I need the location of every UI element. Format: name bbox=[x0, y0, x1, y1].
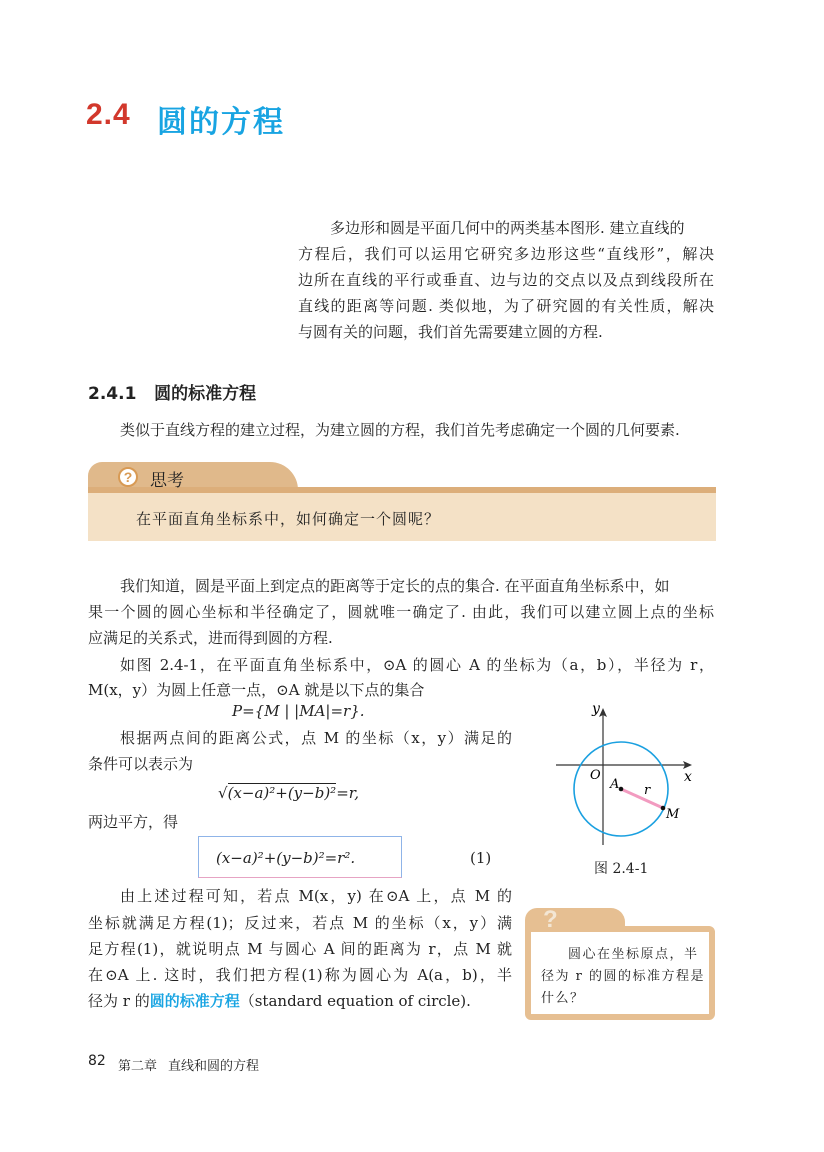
page-number: 82 bbox=[88, 1053, 106, 1069]
intro-line: 与圆有关的问题，我们首先需要建立圆的方程. bbox=[298, 323, 603, 341]
figure-caption: 图 2.4-1 bbox=[594, 861, 649, 877]
paragraph-line: 如图 2.4-1，在平面直角坐标系中，⊙A 的圆心 A 的坐标为（a，b），半径为 r， bbox=[120, 656, 714, 674]
intro-line: 多边形和圆是平面几何中的两类基本图形. 建立直线的 bbox=[330, 219, 685, 237]
r-label: r bbox=[644, 783, 651, 798]
paragraph-line: 坐标就满足方程(1)；反过来，若点 M 的坐标（x，y）满 bbox=[88, 914, 512, 932]
y-label: y bbox=[592, 705, 600, 717]
distance-formula: √(x−a)²+(y−b)²=r, bbox=[218, 784, 360, 802]
radius-segment bbox=[621, 789, 663, 808]
sidenote-line: 圆心在坐标原点，半 bbox=[568, 947, 699, 962]
equation-number: (1) bbox=[470, 849, 492, 867]
paragraph-line: 根据两点间的距离公式，点 M 的坐标（x，y）满足的 bbox=[120, 729, 512, 747]
paragraph-line: 条件可以表示为 bbox=[88, 755, 194, 773]
point-m bbox=[661, 806, 666, 811]
paragraph-line: M(x，y）为圆上任意一点，⊙A 就是以下点的集合 bbox=[88, 681, 425, 699]
think-question: 在平面直角坐标系中，如何确定一个圆呢？ bbox=[136, 510, 441, 528]
section-number: 2.4 bbox=[86, 98, 131, 131]
key-term: 圆的标准方程 bbox=[149, 992, 240, 1010]
intro-line: 直线的距离等问题. 类似地，为了研究圆的有关性质，解决 bbox=[298, 297, 714, 315]
radicand: (x−a)²+(y−b)² bbox=[227, 784, 337, 802]
sidenote-line: 什么？ bbox=[541, 991, 585, 1006]
paragraph-line bbox=[88, 991, 471, 1011]
think-label: 思考 bbox=[150, 471, 184, 491]
question-icon: ? bbox=[118, 467, 138, 487]
paragraph-line: 在⊙A 上. 这时，我们把方程(1)称为圆心为 A(a，b)，半 bbox=[88, 966, 512, 984]
sidenote-line: 径为 r 的圆的标准方程是 bbox=[541, 969, 705, 984]
subsection-title: 圆的标准方程 bbox=[154, 384, 257, 404]
text: （standard equation of circle). bbox=[239, 992, 471, 1010]
chapter-label: 第二章 bbox=[118, 1059, 158, 1074]
question-icon: ? bbox=[543, 906, 558, 933]
x-label: x bbox=[684, 769, 692, 785]
paragraph-line: 足方程(1)，就说明点 M 与圆心 A 间的距离为 r，点 M 就 bbox=[88, 940, 512, 958]
figure-circle-diagram bbox=[550, 705, 710, 850]
paragraph-line: 两边平方，得 bbox=[88, 813, 179, 831]
paragraph-line: 应满足的关系式，进而得到圆的方程. bbox=[88, 629, 333, 647]
paragraph-line: 我们知道，圆是平面上到定点的距离等于定长的点的集合. 在平面直角坐标系中，如 bbox=[120, 577, 670, 595]
intro-line: 方程后，我们可以运用它研究多边形这些“直线形”，解决 bbox=[298, 245, 714, 263]
standard-equation: (x−a)²+(y−b)²=r². bbox=[216, 849, 356, 867]
subsection-number: 2.4.1 bbox=[88, 384, 137, 404]
distance-rhs: =r, bbox=[336, 784, 360, 802]
text: 径为 r 的 bbox=[88, 992, 150, 1010]
paragraph-line: 由上述过程可知，若点 M(x，y) 在⊙A 上，点 M 的 bbox=[120, 887, 512, 905]
page-title: 圆的方程 bbox=[157, 105, 285, 140]
intro-line: 边所在直线的平行或垂直、边与边的交点以及点到线段所在 bbox=[298, 271, 714, 289]
paragraph-line: 果一个圆的圆心坐标和半径确定了，圆就唯一确定了. 由此，我们可以建立圆上点的坐标 bbox=[88, 603, 714, 621]
subsection-heading bbox=[88, 379, 256, 404]
a-label: A bbox=[610, 777, 620, 792]
set-formula: P={M | |MA|=r}. bbox=[232, 702, 365, 720]
m-label: M bbox=[666, 807, 680, 822]
origin-label: O bbox=[590, 768, 601, 783]
sidenote-box bbox=[525, 908, 715, 1020]
chapter-title: 直线和圆的方程 bbox=[168, 1059, 260, 1074]
lead-text: 类似于直线方程的建立过程，为建立圆的方程，我们首先考虑确定一个圆的几何要素. bbox=[120, 421, 680, 439]
